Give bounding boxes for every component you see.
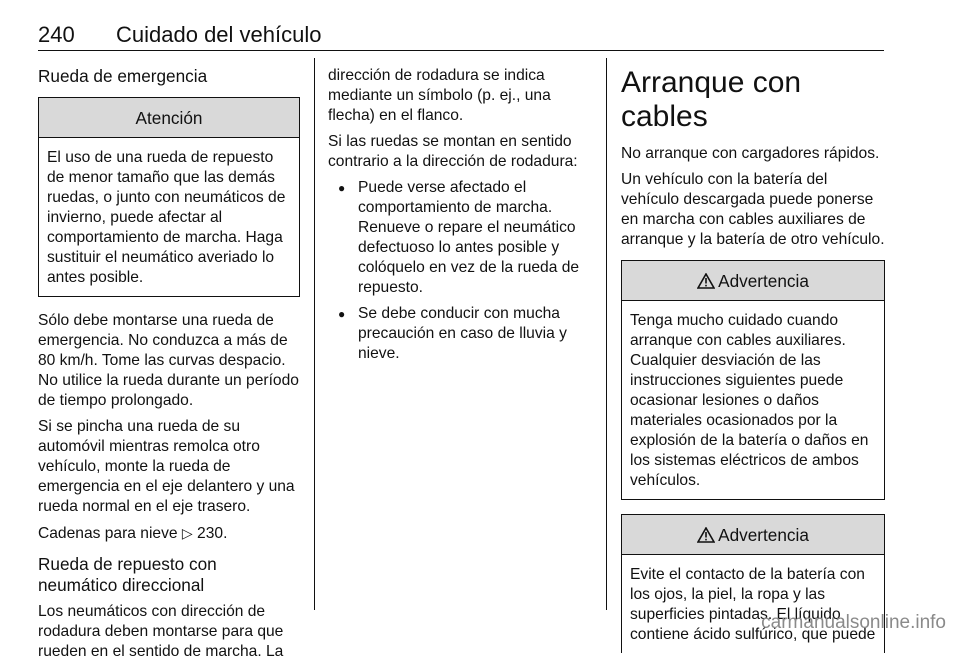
warning-title: Advertencia	[718, 271, 809, 291]
cross-reference	[38, 523, 300, 544]
column-divider	[314, 58, 315, 610]
paragraph: dirección de rodadura se indica mediante un símbolo (p. ej., una flecha) en el flanco.	[328, 67, 551, 124]
page-header	[38, 20, 884, 51]
list-item: ● Puede verse afectado el comportamiento de marcha. Renueve o repare el neumático defectuoso lo antes posible y colóquelo en vez de la rueda de repuesto.	[328, 178, 590, 298]
column-2	[328, 66, 590, 370]
section-heading: Rueda de repuesto con neumático direccional	[38, 554, 217, 595]
column-divider	[606, 58, 607, 610]
paragraph: Si se pincha una rueda de su automóvil mientras remolca otro vehículo, monte la rueda de emergencia en el eje delantero y una rueda normal en el eje trasero.	[38, 418, 295, 515]
warning-header	[622, 261, 884, 301]
warning-box	[621, 260, 885, 500]
bullet-list	[328, 178, 590, 364]
attention-title: Atención	[39, 98, 299, 138]
paragraph: Un vehículo con la batería del vehículo descargada puede ponerse en marcha con cables auxiliares de arranque y la batería de otro vehículo.	[621, 171, 885, 248]
reference-arrow-icon: ▷	[181, 525, 193, 541]
column-1	[38, 66, 300, 668]
warning-body: Evite el contacto de la batería con los ojos, la piel, la ropa y las superficies pintadas. El líquido contiene ácido sulfúrico, que puede	[630, 566, 876, 643]
paragraph: Sólo debe montarse una rueda de emergencia. No conduzca a más de 80 km/h. Tome las curvas despacio. No utilice la rueda durante un período de tiempo prolongado.	[38, 312, 299, 409]
reference-text: Cadenas para nieve	[38, 525, 178, 542]
attention-box	[38, 97, 300, 297]
section-title: Arranque con cables	[621, 66, 802, 133]
attention-body: El uso de una rueda de repuesto de menor tamaño que las demás ruedas, o junto con neumáticos de invierno, puede afectar al comportamiento de marcha. Haga sustituir el neumático averiado lo antes posible.	[47, 149, 286, 286]
paragraph: Los neumáticos con dirección de rodadura deben montarse para que rueden en el sentido de marcha. La	[38, 603, 284, 660]
watermark: carmanualsonline.info	[761, 612, 946, 633]
warning-body: Tenga mucho cuidado cuando arranque con cables auxiliares. Cualquier desviación de las instrucciones siguientes puede ocasionar lesiones o daños materiales ocasionados por la explosión de la batería o daños en los sistemas eléctricos de ambos vehículos.	[630, 312, 869, 489]
warning-title: Advertencia	[718, 525, 809, 545]
list-item: ● Se debe conducir con mucha precaución en caso de lluvia y nieve.	[328, 304, 590, 364]
column-3	[621, 66, 885, 653]
paragraph: Si las ruedas se montan en sentido contrario a la dirección de rodadura:	[328, 133, 578, 170]
warning-triangle-icon	[697, 273, 715, 289]
page-number: 240	[38, 22, 75, 47]
chapter-title: Cuidado del vehículo	[116, 22, 322, 47]
warning-triangle-icon	[697, 527, 715, 543]
paragraph: No arranque con cargadores rápidos.	[621, 145, 880, 162]
warning-header	[622, 515, 884, 555]
section-heading: Rueda de emergencia	[38, 66, 208, 86]
reference-page: 230.	[197, 525, 228, 542]
